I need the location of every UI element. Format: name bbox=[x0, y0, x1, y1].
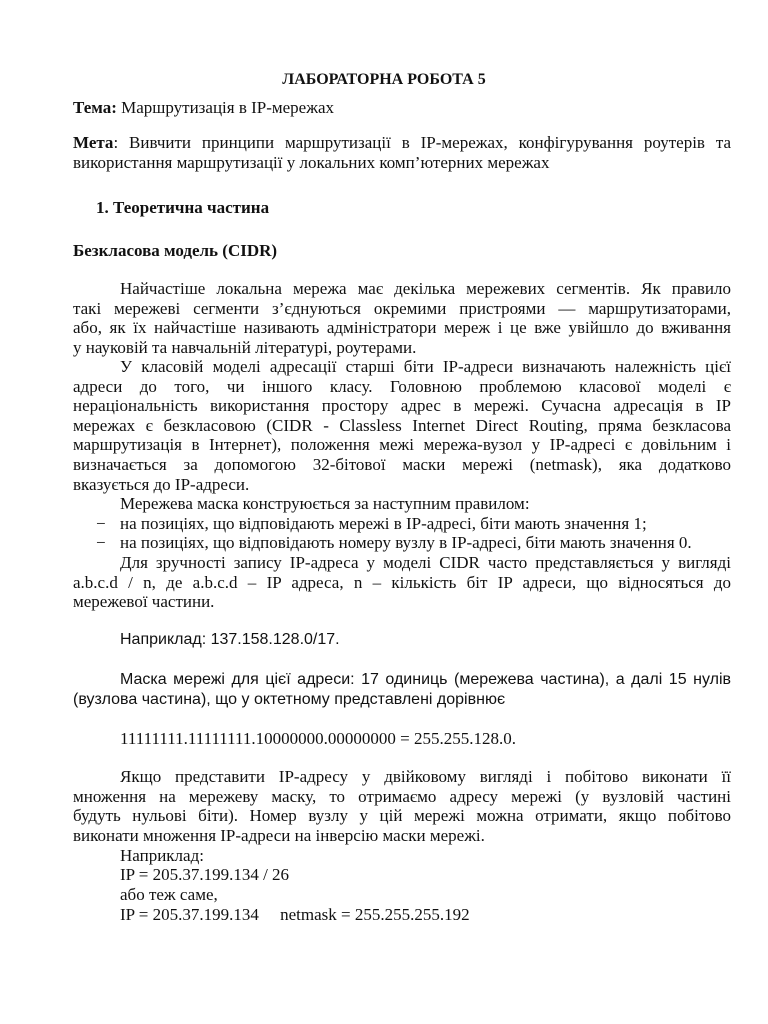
paragraph-line: у науковій та навчальній літературі, роутерами. bbox=[73, 337, 417, 357]
paragraph-line: Маска мережі для цієї адреси: 17 одиниць (мережева частина), а далі 15 нулів bbox=[120, 671, 731, 688]
paragraph-line: будуть нульові біти). Номер вузлу у цій мережі можна отримати, якщо побітово bbox=[73, 806, 731, 826]
bullet-marker: − bbox=[96, 514, 106, 533]
paragraph-line: Якщо представити IP-адресу у двійковому вигляді і побітово виконати її bbox=[120, 767, 731, 786]
paragraph-5 bbox=[73, 670, 731, 709]
paragraph-line: маршрутизація в Інтернет), положення межі мережа-вузол у IP-адресі є довільним і bbox=[73, 435, 731, 455]
goal-paragraph bbox=[73, 133, 731, 172]
topic-line bbox=[73, 98, 334, 118]
paragraph-line: мережах є безкласовою (CIDR - Classless Internet Direct Routing, пряма безкласова bbox=[73, 415, 731, 435]
bullet-marker: − bbox=[96, 533, 106, 552]
paragraph-line: (вузлова частина), що у октетному представлені дорівнює bbox=[73, 690, 506, 708]
example-1: Наприклад: 137.158.128.0/17. bbox=[120, 631, 340, 648]
example-2-or: або теж саме, bbox=[120, 885, 218, 904]
paragraph-6 bbox=[73, 767, 731, 845]
paragraph-line: a.b.c.d / n, де a.b.c.d – IP адреса, n – кількість біт IP адреси, що відносяться до bbox=[73, 572, 731, 592]
section-heading: 1. Теоретична частина bbox=[96, 198, 270, 217]
bullet-item: на позиціях, що відповідають номеру вузлу в IP-адресі, біти мають значення 0. bbox=[120, 533, 692, 552]
bullet-item: на позиціях, що відповідають мережі в IP-адресі, біти мають значення 1; bbox=[120, 514, 647, 533]
paragraph-line: У класовій моделі адресації старші біти IP-адреси визначають належність цієї bbox=[120, 357, 731, 376]
paragraph-3: Мережева маска конструюється за наступним правилом: bbox=[120, 494, 530, 513]
cidr-heading: Безкласова модель (CIDR) bbox=[73, 241, 278, 260]
binary-mask: 11111111.11111111.10000000.00000000 = 255.255.128.0. bbox=[120, 729, 517, 748]
example-2-ip: IP = 205.37.199.134 / 26 bbox=[120, 865, 290, 884]
paragraph-line: виконати множення IP-адреси на інверсію маски мережі. bbox=[73, 825, 485, 845]
paragraph-line: адреси до того, чи іншого класу. Головною проблемою класової моделі є bbox=[73, 376, 731, 396]
paragraph-line: нераціональність використання простору адрес в мережі. Сучасна адресація в IP bbox=[73, 396, 731, 416]
paragraph-4 bbox=[73, 553, 731, 612]
paragraph-line: такі мережеві сегменти з’єднуються окремими пристроями — маршрутизаторами, bbox=[73, 298, 731, 318]
goal-label: Мета bbox=[73, 133, 114, 152]
goal-line bbox=[73, 133, 731, 153]
goal-text-2: використання маршрутизації у локальних комп’ютерних мережах bbox=[73, 152, 550, 172]
document-title: ЛАБОРАТОРНА РОБОТА 5 bbox=[282, 71, 486, 88]
paragraph-line: Найчастіше локальна мережа має декілька мережевих сегментів. Як правило bbox=[120, 279, 731, 298]
paragraph-1 bbox=[73, 279, 731, 357]
topic-text: Маршрутизація в IP-мережах bbox=[116, 98, 335, 117]
topic-label: Тема: bbox=[73, 98, 117, 117]
paragraph-line: Для зручності запису IP-адреса у моделі CIDR часто представляється у вигляді bbox=[120, 553, 731, 572]
example-2-ip-mask: IP = 205.37.199.134 netmask = 255.255.255.192 bbox=[120, 905, 470, 924]
example-2-label: Наприклад: bbox=[120, 846, 204, 865]
paragraph-line: вказується до IP-адреси. bbox=[73, 474, 250, 494]
paragraph-line: мережевої частини. bbox=[73, 592, 215, 612]
paragraph-2 bbox=[73, 357, 731, 494]
paragraph-line: визначається за допомогою 32-бітової маски мережі (netmask), яка додатково bbox=[73, 454, 731, 474]
goal-text-1: : Вивчити принципи маршрутизації в IP-мережах, конфігурування роутерів та bbox=[113, 133, 731, 152]
paragraph-line: або, як їх найчастіше називають адміністратори мереж і це вже увійшло до вживання bbox=[73, 318, 731, 338]
paragraph-line: множення на мережеву маску, то отримаємо адресу мережі (у вузловій частині bbox=[73, 786, 731, 806]
